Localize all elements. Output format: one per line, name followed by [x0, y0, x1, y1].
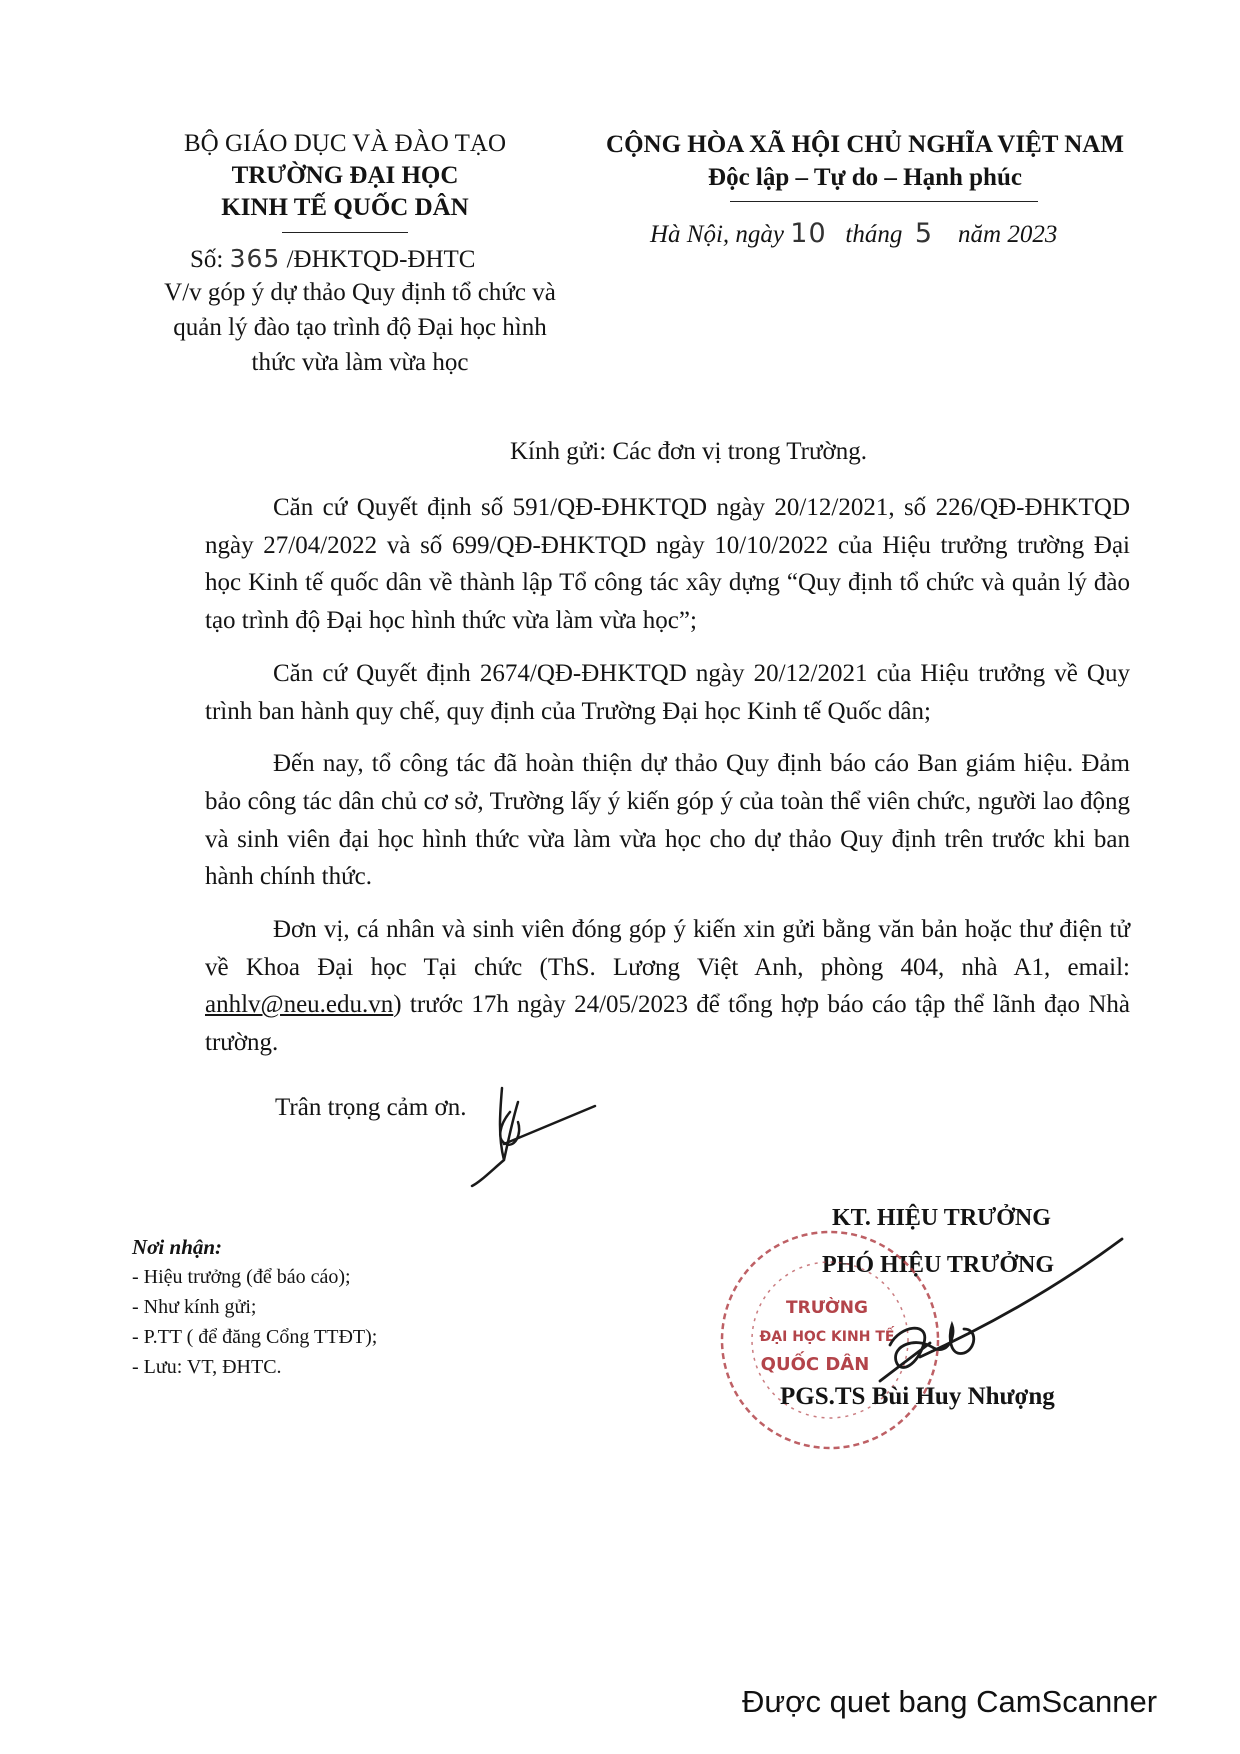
handwritten-signature: [860, 1225, 1140, 1395]
header-right-divider: [730, 201, 1038, 202]
recipients-item: - Hiệu trưởng (để báo cáo);: [132, 1266, 351, 1288]
letter-body: [205, 489, 1130, 1077]
date-prefix: Hà Nội, ngày: [650, 221, 785, 248]
school-name-line2: KINH TẾ QUỐC DÂN: [221, 194, 469, 221]
body-paragraph: Đến nay, tổ công tác đã hoàn thiện dự thảo Quy định báo cáo Ban giám hiệu. Đảm bảo công tác dân chủ cơ sở, Trường lấy ý kiến góp ý của toàn thể viên chức, người lao động và sinh viên đại học hình thức vừa làm vừa học cho dự thảo Quy định trên trước khi ban hành chính thức.: [205, 750, 1130, 891]
body-paragraph: [205, 911, 1130, 1062]
subject-line: thức vừa làm vừa học: [251, 349, 469, 376]
initial-signature: [460, 1082, 600, 1192]
recipients-title: Nơi nhận:: [132, 1235, 223, 1259]
seal-text-line1: TRƯỜNG: [786, 1298, 868, 1318]
national-header: [585, 128, 1145, 194]
school-name-line1: TRƯỜNG ĐẠI HỌC: [231, 162, 459, 189]
document-number: [190, 244, 475, 274]
camscanner-watermark: Được quet bang CamScanner: [742, 1684, 1158, 1719]
issue-date: [650, 218, 1057, 249]
date-month: 5: [914, 218, 934, 249]
issuer-header: [150, 128, 540, 224]
ministry-name: BỘ GIÁO DỤC VÀ ĐÀO TẠO: [184, 130, 506, 157]
contact-email-link[interactable]: anhlv@neu.edu.vn: [205, 991, 394, 1019]
signer-name: PGS.TS Bùi Huy Nhượng: [780, 1383, 1055, 1410]
date-month-label: tháng: [845, 221, 903, 248]
date-year: năm 2023: [958, 221, 1058, 248]
national-motto: Độc lập – Tự do – Hạnh phúc: [708, 164, 1022, 191]
paragraph-text: ) trước 17h ngày 24/05/2023 để tổng hợp báo cáo tập thể lãnh đạo Nhà trường.: [205, 991, 1130, 1057]
recipients-item: - Lưu: VT, ĐHTC.: [132, 1356, 282, 1378]
subject-line: V/v góp ý dự thảo Quy định tổ chức và: [164, 279, 556, 306]
recipients-list: [132, 1232, 377, 1382]
recipient-line: Kính gửi: Các đơn vị trong Trường.: [510, 438, 868, 465]
closing-line: Trân trọng cảm ơn.: [275, 1094, 467, 1121]
subject-line: quản lý đào tạo trình độ Đại học hình: [173, 314, 547, 341]
document-number-suffix: /ĐHKTQD-ĐHTC: [286, 246, 476, 273]
document-number-prefix: Số:: [190, 246, 224, 273]
body-paragraph: Căn cứ Quyết định số 591/QĐ-ĐHKTQD ngày 20/12/2021, số 226/QĐ-ĐHKTQD ngày 27/04/2022 và số 699/QĐ-ĐHKTQD ngày 10/10/2022 của Hiệu trưởng trường Đại học Kinh tế quốc dân về thành lập Tổ công tác xây dựng “Quy định tổ chức và quản lý đào tạo trình độ Đại học hình thức vừa làm vừa học”;: [205, 494, 1130, 635]
recipients-item: - P.TT ( để đăng Cổng TTĐT);: [132, 1326, 378, 1348]
document-number-handwritten: 365: [229, 244, 281, 273]
seal-text-line3: QUỐC DÂN: [760, 1354, 870, 1375]
date-day: 10: [790, 218, 827, 249]
seal-text-line2: ĐẠI HỌC KINH TẾ: [759, 1329, 895, 1345]
signature-line1: KT. HIỆU TRƯỞNG: [832, 1205, 1051, 1231]
paragraph-text: Đơn vị, cá nhân và sinh viên đóng góp ý kiến xin gửi bằng văn bản hoặc thư điện tử về Khoa Đại học Tại chức (ThS. Lương Việt Anh, phòng 404, nhà A1, email:: [205, 916, 1130, 981]
country-name: CỘNG HÒA XÃ HỘI CHỦ NGHĨA VIỆT NAM: [606, 131, 1124, 158]
document-subject: [150, 275, 570, 380]
recipients-item: - Như kính gửi;: [132, 1296, 257, 1318]
signature-line2: PHÓ HIỆU TRƯỞNG: [822, 1252, 1055, 1278]
body-paragraph: Căn cứ Quyết định 2674/QĐ-ĐHKTQD ngày 20/12/2021 của Hiệu trưởng về Quy trình ban hành quy chế, quy định của Trường Đại học Kinh tế Quốc dân;: [205, 659, 1130, 725]
header-left-divider: [282, 232, 408, 233]
